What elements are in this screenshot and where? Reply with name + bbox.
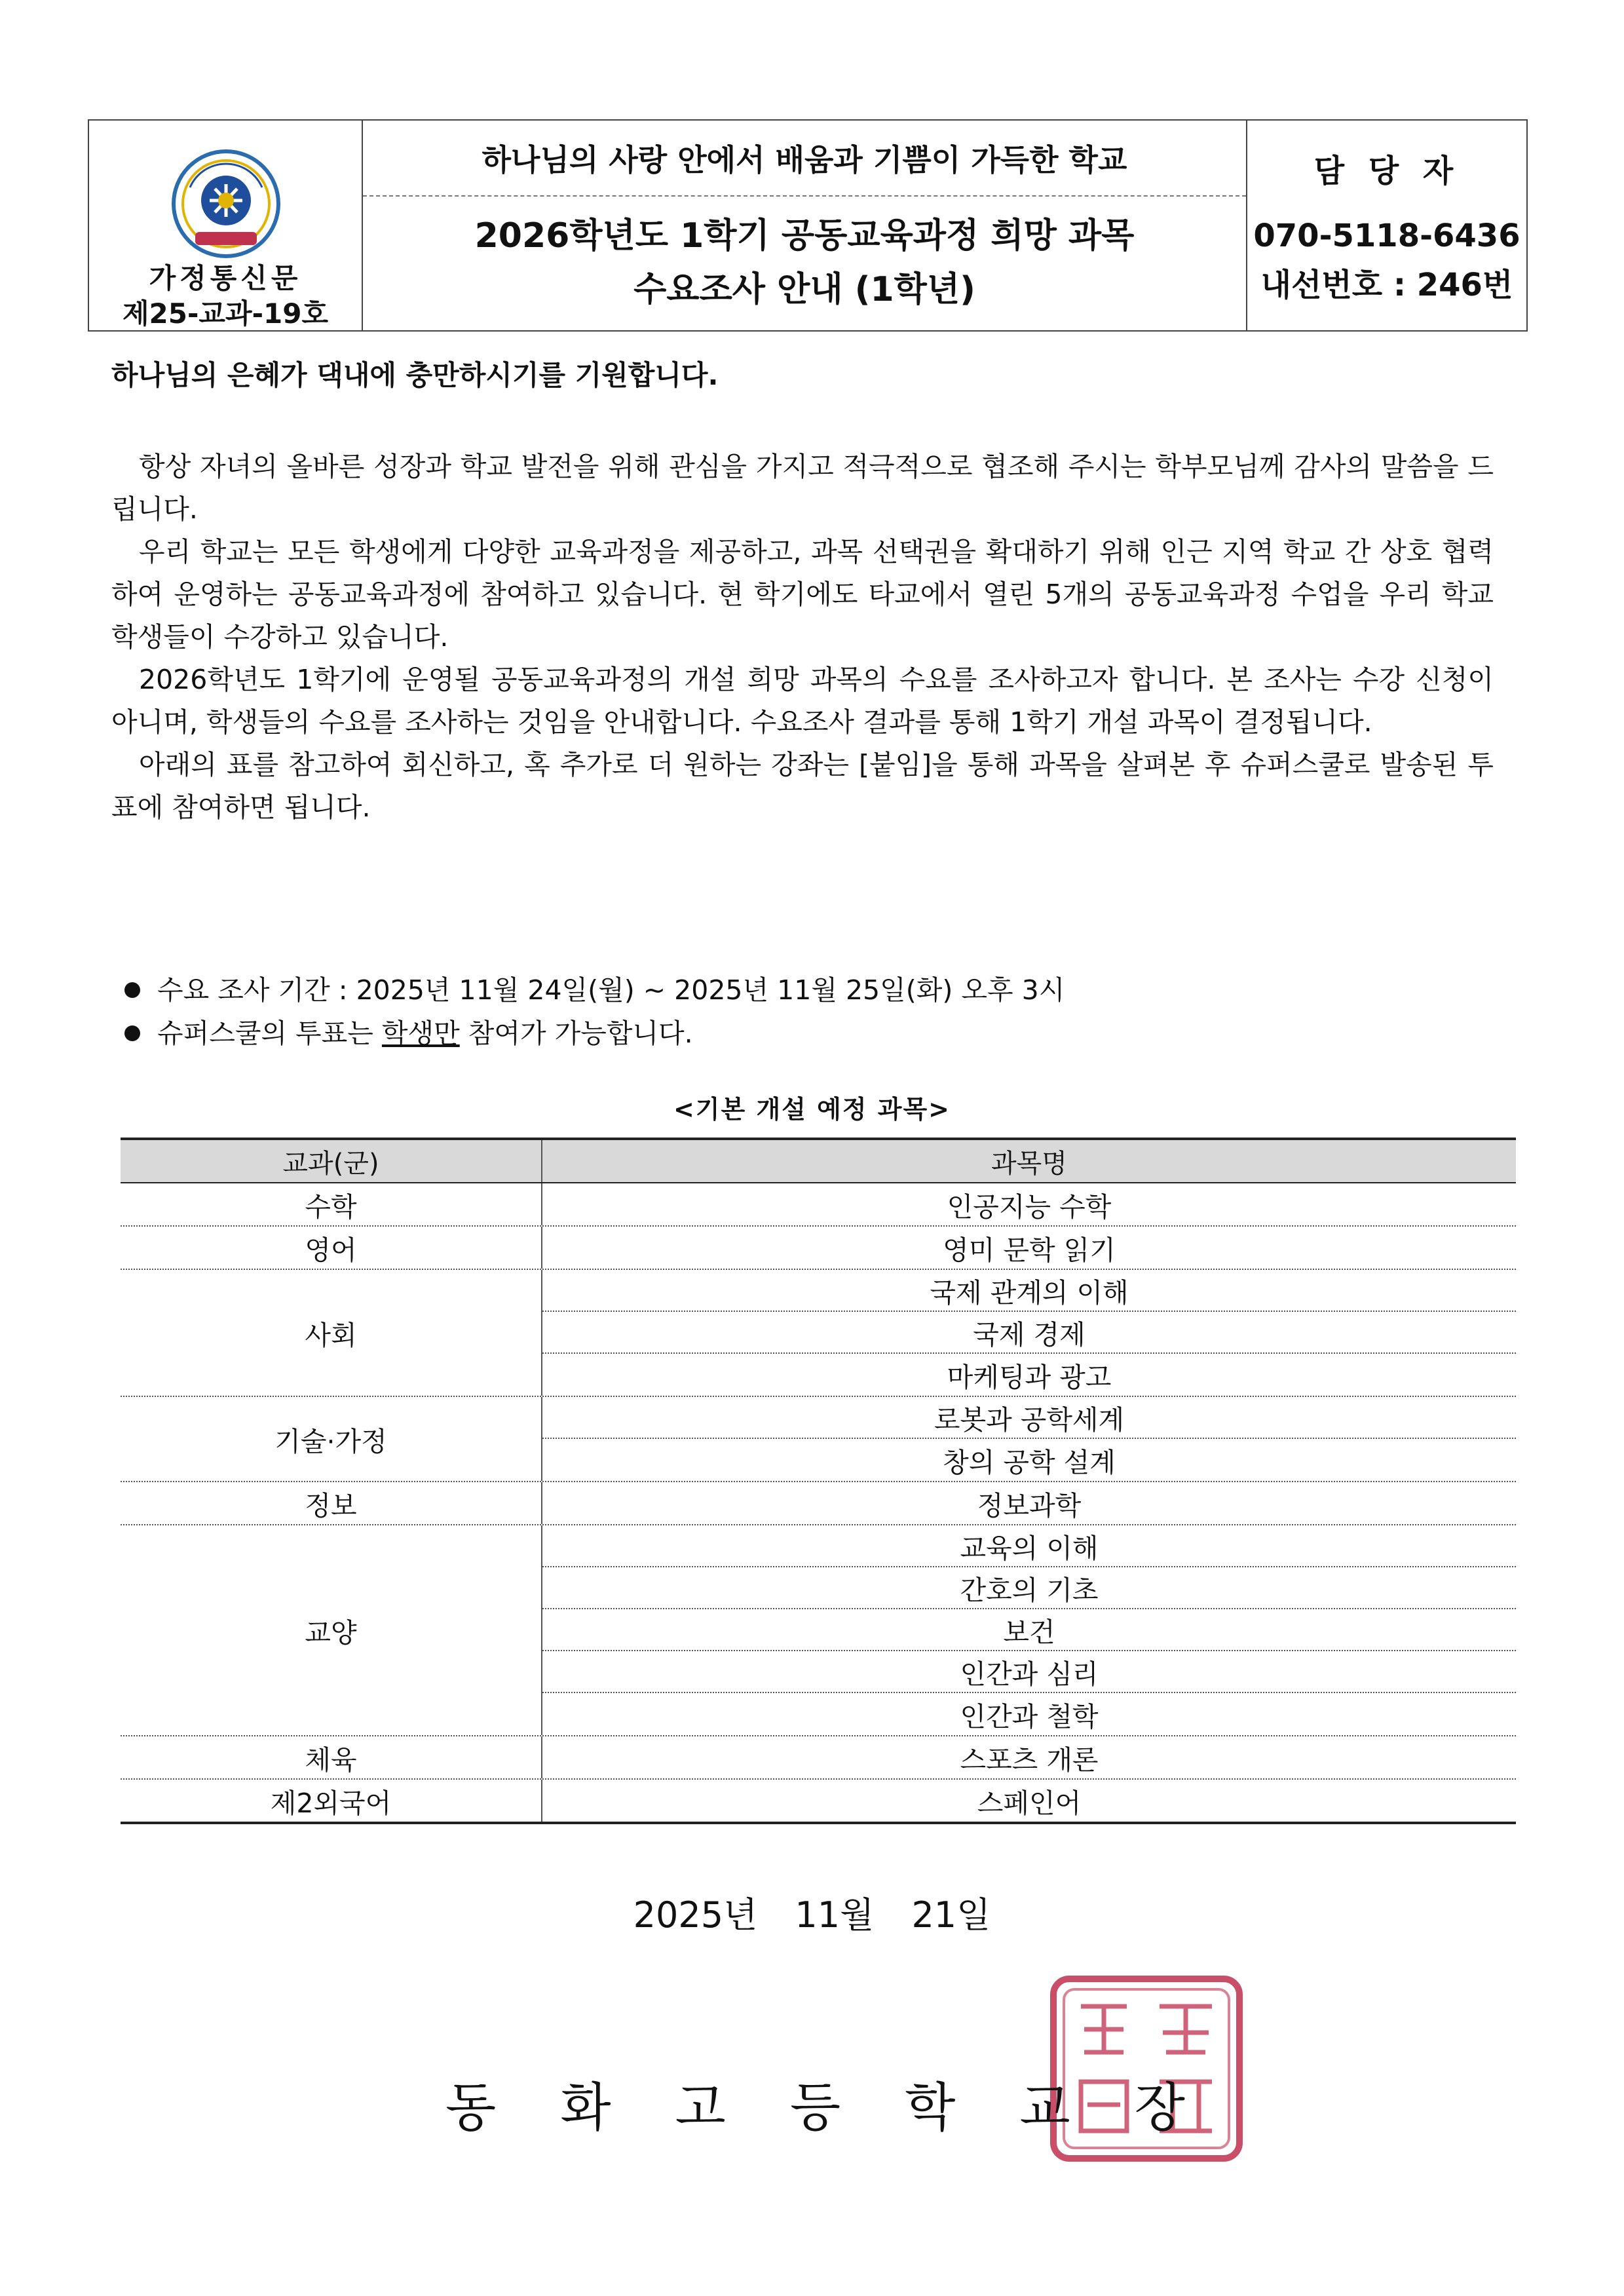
- header-left-cell: [89, 121, 363, 330]
- school-logo-icon: [170, 148, 282, 259]
- header-course: 과목명: [991, 1148, 1067, 1179]
- table-group-row: [121, 1397, 1516, 1482]
- table-group-row: [121, 1270, 1516, 1397]
- course-cell: 로봇과 공학세계: [542, 1397, 1516, 1439]
- paragraph: 아래의 표를 참고하여 회신하고, 혹 추가로 더 원하는 강좌는 [붙임]을 통해 과목을 살펴본 후 슈퍼스쿨로 발송된 투표에 참여하면 됩니다.: [111, 749, 1494, 823]
- course-list-cell: [542, 1397, 1516, 1481]
- course-cell: 인공지능 수학: [947, 1191, 1112, 1223]
- course-cell: 창의 공학 설계: [943, 1446, 1116, 1478]
- bullet-text-prefix: 슈퍼스쿨의 투표는: [157, 1018, 382, 1049]
- bullet-icon: [124, 1025, 140, 1041]
- course-cell: 인간과 철학: [960, 1700, 1099, 1732]
- subject-group-cell: 기술·가정: [121, 1397, 542, 1481]
- course-cell: 스포츠 개론: [960, 1744, 1099, 1776]
- bullet-text: 수요 조사 기간 : 2025년 11월 24일(월) ~ 2025년 11월 25일(화) 오후 3시: [157, 974, 1065, 1006]
- table-title: <기본 개설 예정 과목>: [673, 1095, 951, 1124]
- bullet-text-suffix: 참여가 가능합니다.: [459, 1018, 693, 1049]
- course-list-cell: [542, 1270, 1516, 1396]
- course-list-cell: [542, 1525, 1516, 1735]
- table-group-row: [121, 1780, 1516, 1822]
- title-line-1: 2026학년도 1학기 공동교육과정 희망 과목: [474, 216, 1135, 256]
- course-list-cell: [542, 1736, 1516, 1778]
- notice-title: [363, 195, 1246, 330]
- table-group-row: [121, 1525, 1516, 1736]
- header-title-cell: [363, 121, 1247, 330]
- course-list-cell: [542, 1183, 1516, 1225]
- subject-group-cell: 영어: [121, 1227, 542, 1269]
- course-cell: 국제 관계의 이해: [542, 1270, 1516, 1312]
- header-subject-group: 교과(군): [121, 1140, 542, 1182]
- course-list-cell: [542, 1227, 1516, 1269]
- course-list-cell: [542, 1780, 1516, 1822]
- course-cell: 영미 문학 읽기: [943, 1234, 1116, 1266]
- subject-group-cell: 사회: [121, 1270, 542, 1396]
- notice-type: 가정통신문: [149, 262, 302, 294]
- course-table: [121, 1138, 1516, 1824]
- bullet-vote: [124, 1012, 1065, 1055]
- principal-signature: 동화고등학교장: [445, 2077, 1249, 2138]
- header-contact-cell: [1247, 121, 1526, 330]
- course-list-cell: [542, 1482, 1516, 1524]
- table-group-row: [121, 1183, 1516, 1227]
- subject-group-cell: 정보: [121, 1482, 542, 1524]
- subject-group-cell: 체육: [121, 1736, 542, 1778]
- course-cell: 인간과 심리: [542, 1651, 1516, 1693]
- contact-label: 담 당 자: [1313, 153, 1460, 189]
- bullet-emphasis: 학생만: [381, 1018, 460, 1049]
- bullet-icon: [124, 982, 140, 998]
- subject-group-cell: 수학: [121, 1183, 542, 1225]
- table-group-row: [121, 1482, 1516, 1525]
- course-cell: 국제 경제: [542, 1312, 1516, 1354]
- paragraph: 항상 자녀의 올바른 성장과 학교 발전을 위해 관심을 가지고 적극적으로 협조해 주시는 학부모님께 감사의 말씀을 드립니다.: [111, 451, 1494, 525]
- table-group-row: [121, 1227, 1516, 1270]
- course-cell: 정보과학: [977, 1489, 1082, 1521]
- course-cell: 보건: [542, 1609, 1516, 1651]
- paragraph: 우리 학교는 모든 학생에게 다양한 교육과정을 제공하고, 과목 선택권을 확대하기 위해 인근 지역 학교 간 상호 협력하여 운영하는 공동교육과정에 참여하고 있습니다. 현 학기에도 타교에서 열린 5개의 공동교육과정 수업을 우리 학교 학생들이 수강하고 있습니다.: [111, 536, 1494, 653]
- table-group-row: [121, 1736, 1516, 1780]
- bullet-list: [124, 968, 1065, 1055]
- subject-group-cell: 제2외국어: [121, 1780, 542, 1822]
- subject-group-cell: 교양: [121, 1525, 542, 1735]
- course-cell: 간호의 기초: [542, 1567, 1516, 1609]
- table-header-row: [121, 1140, 1516, 1183]
- body-text: [111, 446, 1494, 829]
- notice-number: 제25-교과-19호: [122, 297, 329, 330]
- contact-phone: 070-5118-6436: [1253, 218, 1520, 254]
- paragraph: 2026학년도 1학기에 운영될 공동교육과정의 개설 희망 과목의 수요를 조사하고자 합니다. 본 조사는 수강 신청이 아니며, 학생들의 수요를 조사하는 것임을 안내합니다. 수요조사 결과를 통해 1학기 개설 과목이 결정됩니다.: [111, 664, 1494, 738]
- course-cell: 마케팅과 광고: [947, 1361, 1112, 1393]
- school-motto: 하나님의 사랑 안에서 배움과 기쁨이 가득한 학교: [363, 121, 1246, 197]
- greeting: 하나님의 은혜가 댁내에 충만하시기를 기원합니다.: [111, 359, 719, 391]
- course-cell: 스페인어: [977, 1787, 1082, 1819]
- issue-date: 2025년 11월 21일: [633, 1894, 991, 1936]
- notice-header: [88, 119, 1528, 332]
- course-cell: 교육의 이해: [542, 1525, 1516, 1567]
- contact-extension: 내선번호 : 246번: [1260, 267, 1513, 303]
- title-line-2: 수요조사 안내 (1학년): [633, 270, 975, 309]
- bullet-period: [124, 968, 1065, 1012]
